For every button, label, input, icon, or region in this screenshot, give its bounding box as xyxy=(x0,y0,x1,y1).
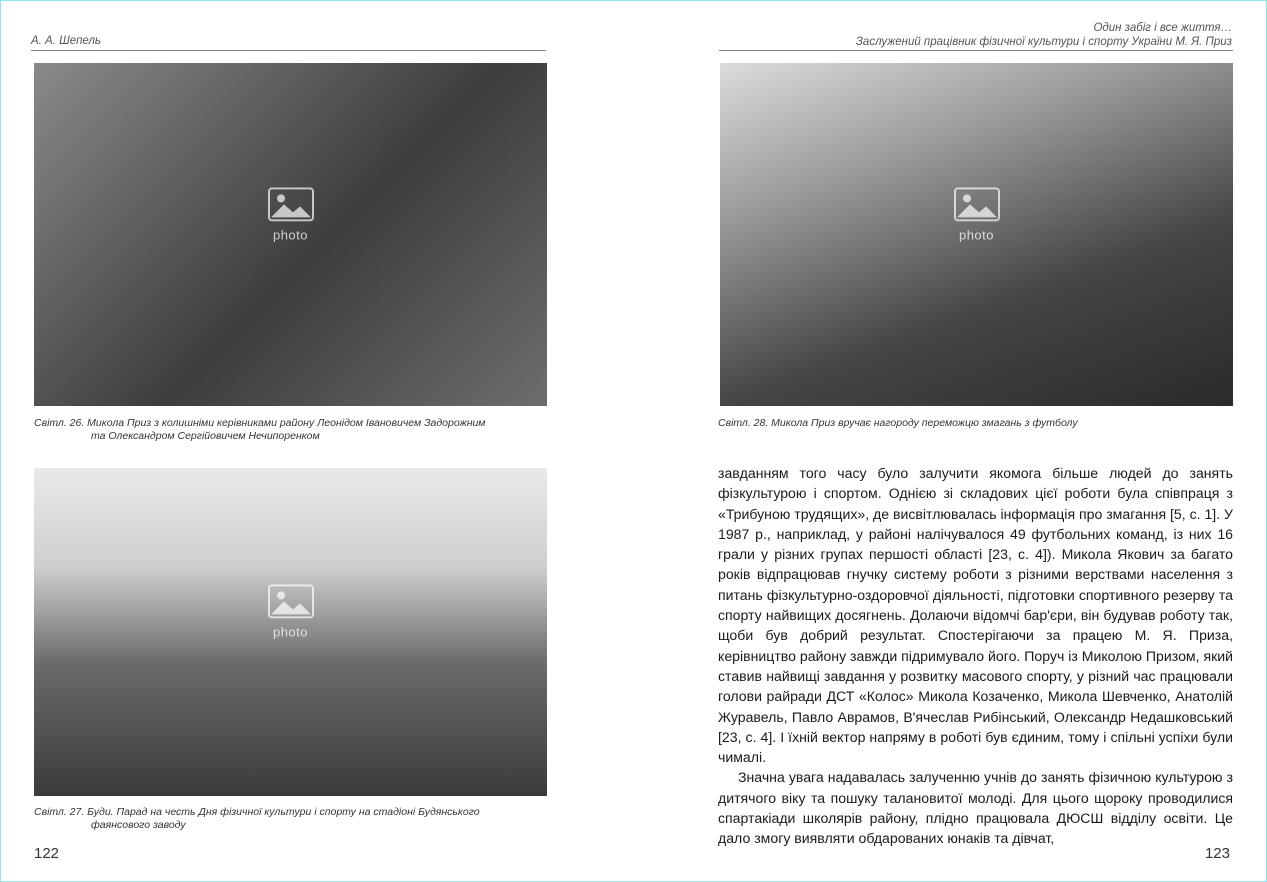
photo-placeholder-label: photo xyxy=(958,227,995,242)
page-number-left: 122 xyxy=(34,845,60,862)
left-page xyxy=(1,1,634,881)
photo-26 xyxy=(34,63,547,406)
running-head-title xyxy=(856,21,1232,49)
image-icon xyxy=(268,584,314,618)
body-paragraph-2: Значна увага надавалась залученню учнів до занять фізичною культурою з дитячого віку та пошуку талановитої молоді. Для цього щороку проводилися спартакіади школярів району, плідно працювала ДЮСШ відділу освіти. Це дало змогу виявляти обдарованих юнаків та дівчат, xyxy=(718,769,1233,847)
image-icon xyxy=(268,187,314,221)
body-paragraph-1: завданням того часу було залучити якомога більше людей до занять фізкультурою і спортом. Однією зі складових цієї роботи була співпраця з «Трибуною трудящих», де висвітлювалась інформація про змагання [5, с. 1]. У 1987 р., наприклад, у районі налічувалося 49 футбольних команд, із них 16 грали у різних групах першості області [23, с. 4]). Микола Якович за багато років відпрацював гнучку систему роботи з різними верствами населення з питань фізкультурно-оздоровчої діяльності, підготовки спортивного резерву та спорту найвищих досягнень. Долаючи відомчі бар'єри, він будував роботу так, щоби був добрий результат. Спостерігаючи за працею М. Я. Приза, керівництво району завжди підримувало його. Поруч із Миколою Призом, який ставив найвищі завдання у розвитку масового спорту, у різний час працювали голови райради ДСТ «Колос» Микола Козаченко, Микола Шевченко, Анатолій Журавель, Павло Аврамов, В'ячеслав Рибінський, Олександр Недашковський [23, с. 4]. І їхній вектор напряму в роботі був єдиним, тому і спільні успіхи були чималі. xyxy=(718,465,1233,766)
running-head-line1: Один забіг і все життя… xyxy=(1093,22,1232,34)
header-rule xyxy=(719,50,1233,51)
caption-26 xyxy=(34,417,554,443)
caption-28: Світл. 28. Микола Приз вручає нагороду переможцю змагань з футболу xyxy=(718,417,1078,429)
photo-28 xyxy=(720,63,1233,406)
caption-26-line2: та Олександром Сергійовичем Нечипоренком xyxy=(91,430,320,442)
header-rule xyxy=(31,50,546,51)
right-page xyxy=(634,1,1266,881)
caption-27-line1: Світл. 27. Буди. Парад на честь Дня фізичної культури і спорту на стадіоні Будянського xyxy=(34,806,480,818)
running-head-author: А. А. Шепель xyxy=(31,35,101,47)
caption-26-line1: Світл. 26. Микола Приз з колишніми керівниками району Леонідом Івановичем Задорожним xyxy=(34,417,486,429)
photo-placeholder-label: photo xyxy=(272,227,309,242)
running-head-line2: Заслужений працівник фізичної культури і спорту України М. Я. Приз xyxy=(855,36,1232,48)
body-text xyxy=(718,463,1233,849)
caption-27 xyxy=(34,806,554,832)
photo-placeholder-label: photo xyxy=(272,624,309,640)
photo-27 xyxy=(34,468,547,796)
image-icon xyxy=(954,187,1000,221)
caption-27-line2: фаянсового заводу xyxy=(91,819,186,831)
page-number-right: 123 xyxy=(1204,845,1230,862)
